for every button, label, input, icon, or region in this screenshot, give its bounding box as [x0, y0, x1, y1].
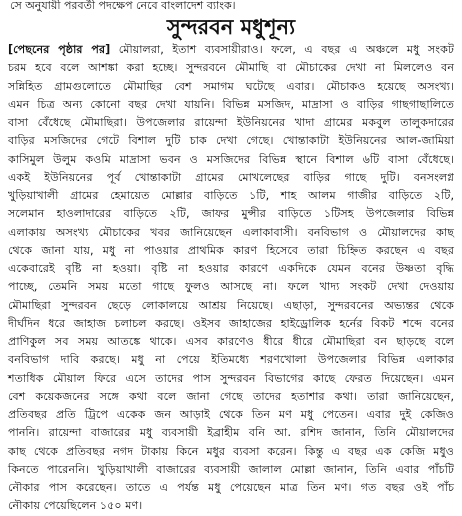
article-line: দীর্ঘদিন ধরে জাহাজ চলাচল করছে। ওইসব জাহাজের হাইড্রোলিক হর্নের বিকট শব্দে বনের	[8, 316, 454, 330]
article-line: শতাধিক মৌয়াল ফিরে এসে তাদের পাস সুন্দরবন বিভাগের কাছে ফেরত দিয়েছেন। এমন	[8, 371, 454, 385]
article-line: নৌকার পাস করেছেন। তাতে এ পর্যন্ত মধু পেয়েছেন মাত্র তিন মণ। গত বছর ওই পাঁচ	[8, 481, 454, 494]
article-line	[8, 41, 454, 59]
article-line: প্রাণিকুল সব সময় আতঙ্কে থাকে। এসব কারণেও ধীরে ধীরে মৌমাছিরা বন ছাড়ছে বলে	[8, 335, 454, 348]
article-line: কাছ থেকে প্রতিবছর নগদ টাকায় কিনে মধুর ব্যবসা করেন। কিন্তু এ বছর এক কেজি মধুও	[8, 444, 454, 458]
article-line: সলেমান হাওলাদারের বাড়িতে ২টি, জাফর মুন্সীর বাড়িতে ১টিসহ উপজেলার বিভিন্ন	[8, 207, 454, 221]
article-line: এমন চিত্র অন্য কোনো বছর দেখা যায়নি। বিভিন্ন মসজিদ, মাদ্রাসা ও বাড়ির গাছগাছালিতে	[8, 97, 454, 111]
article-line: খুড়িয়াখালী গ্রামের হেমায়েত মোল্লার বাড়িতে ১টি, শাহ আলম গাজীর বাড়িতে ২টি,	[8, 189, 454, 202]
article-line: বাসা বেঁধেছে মৌমাছিরা। উপজেলার রায়েন্দা ইউনিয়নের খাদা গ্রামের মকবুল তালুকদারের	[8, 116, 454, 129]
article-line: এলাকায় অসংখ্য মৌচাকের খবর জানিয়েছেন এলাকাবাসী। বনবিভাগ ও মৌয়ালদের কাছ	[8, 225, 454, 239]
article-line: বাড়ির মসজিদের গেটে বিশাল দুটি চাক দেখা গেছে। খোন্তাকাটা ইউনিয়নের আল-জামিয়া	[8, 134, 454, 148]
article-line: চরম হবে বলে আশঙ্কা করা হচ্ছে। সুন্দরবনে মৌমাছি বা মৌচাকের দেখা না মিললেও বন	[8, 61, 454, 75]
article-line-text: মৌয়ালরা, ইতাশ ব্যবসায়ীরাও। ফলে, এ বছর এ অঞ্চলে মধু সংকট	[110, 43, 454, 56]
article-line: বেশ কয়েকজনের সঙ্গে কথা বলে জানা গেছে তাদের হতাশার কথা। তারা জানিয়েছেন,	[8, 389, 454, 403]
article-line: মৌমাছিরা সুন্দরবন ছেড়ে লোকালয়ে আশ্রয় নিয়েছে। এছাড়া, সুন্দরবনের অভ্যন্তর থেকে	[8, 298, 454, 312]
article-line: কাসিমুল উলুম কওমি মাদ্রাসা ভবন ও মসজিদের বিভিন্ন স্থানে বিশাল ৬টি বাসা বেঁধেছে।	[8, 152, 454, 166]
article-line: পাননি। রায়েন্দা বাজারের মধু ব্যবসায়ী ইব্রাহীম বনি আ. রশিদ জানান, তিনি মৌয়ালদের	[8, 426, 454, 440]
article-line: প্রতিবছর প্রতি ট্রিপে একেক জন আড়াই থেকে তিন মণ মধু পেতেন। এবার দুই কেজিও	[8, 408, 454, 421]
article-line: নৌকায় পেয়েছিলেন ১৫০ মণ।	[8, 499, 143, 513]
continued-from-label: [পেছনের পৃষ্ঠার পর]	[8, 43, 111, 56]
article-line: বনবিভাগ দাবি করছে। মধু না পেয়ে ইতিমধ্যে শরণখোলা উপজেলার বিভিন্ন এলাকার	[8, 353, 454, 367]
article-body	[8, 41, 454, 513]
article-line: থেকে জানা যায়, মধু না পাওয়ার প্রাথমিক কারণ হিসেবে তারা চিহ্নিত করছেন এ বছর	[8, 243, 454, 257]
article-line: একেবারেই বৃষ্টি না হওয়া। বৃষ্টি না হওয়ার কারণে একদিকে যেমন বনের উষ্ণতা বৃদ্ধি	[8, 262, 454, 275]
article-line: সন্নিহিত গ্রামগুলোতে মৌমাছির বেশ সমাগম ঘটেছে এবার। মৌচাকও হয়েছে অসংখ্য।	[8, 79, 454, 93]
article-line: পাচ্ছে, তেমনি সময় মতো গাছে ফুলও আসছে না। ফলে খাদ্য সংকট দেখা দেওয়ায়	[8, 280, 454, 294]
previous-article-last-line: সে অনুযায়ী পরবর্তী পদক্ষেপ নেবে বাংলাদেশ ব্যাংক।	[10, 0, 236, 12]
article-line: একই ইউনিয়নের পূর্ব খোন্তাকাটা গ্রামের মোখলেছের বাড়ির গাছে দুটি। বনসংলগ্ন	[8, 170, 454, 184]
headline: সুন্দরবন মধুশূন্য	[166, 14, 296, 39]
article-line: কিনতে পারেননি। খুড়িয়াখালী বাজারের ব্যবসায়ী জালাল মোল্লা জানান, তিনি এবার পাঁচটি	[8, 462, 454, 476]
